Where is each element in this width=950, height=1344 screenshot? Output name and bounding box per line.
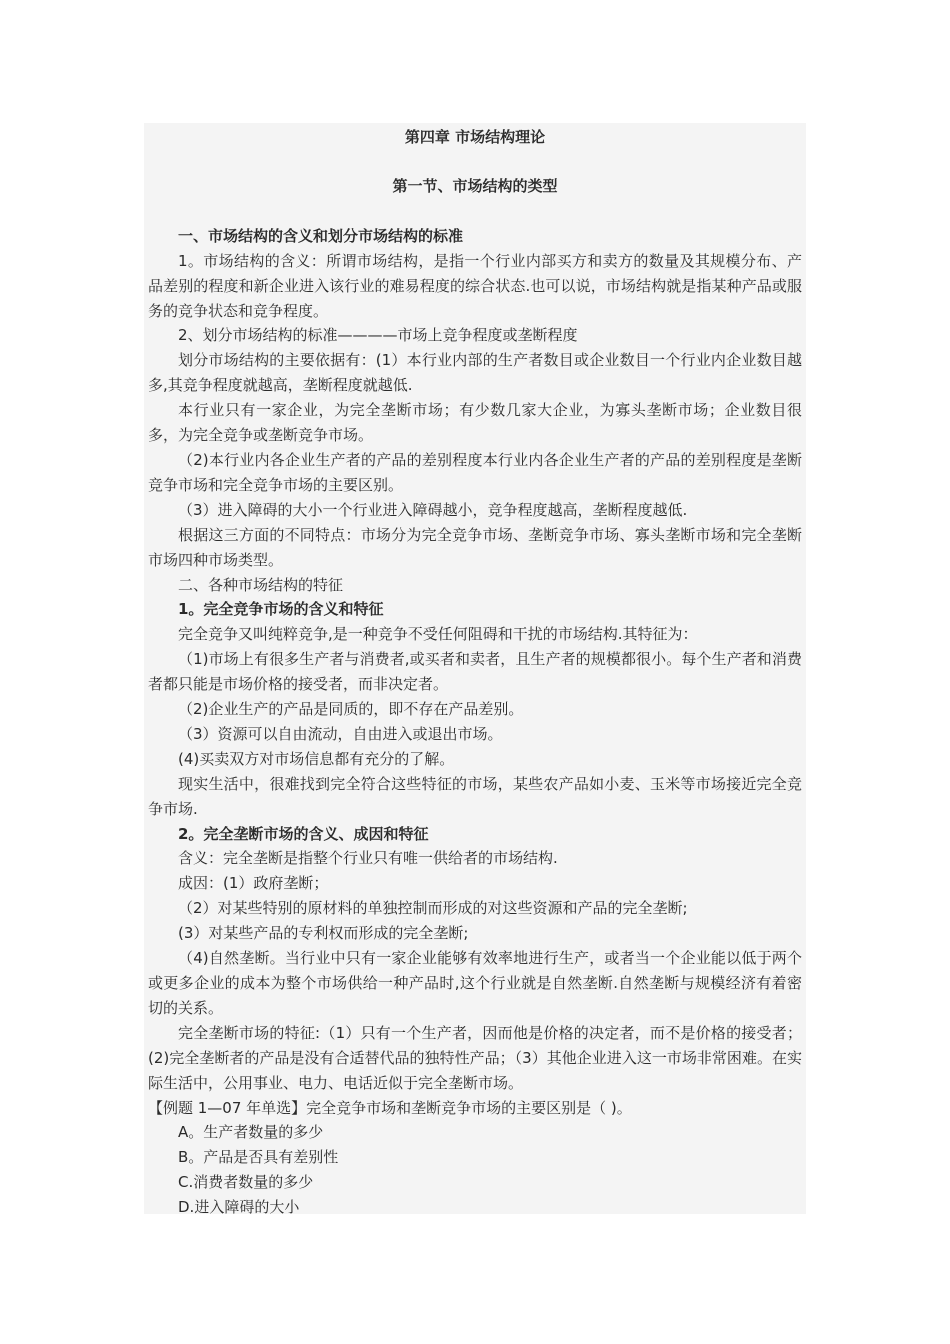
- paragraph: 2、划分市场结构的标准————市场上竞争程度或垄断程度: [178, 326, 578, 345]
- paragraph: 成因：(1）政府垄断；: [178, 874, 329, 893]
- paragraph: （3）资源可以自由流动，自由进入或退出市场。: [178, 724, 503, 743]
- paragraph: 完全垄断市场的特征:（1）只有一个生产者，因而他是价格的决定者，而不是价格的接受者；(2)完全垄断者的产品是没有合适替代品的独特性产品；（3）其他企业进入这一市场非常困难。在实际生活中，公用事业、电力、电话近似于完全垄断市场。: [148, 1023, 802, 1092]
- paragraph: 1。市场结构的含义：所谓市场结构，是指一个行业内部买方和卖方的数量及其规模分布、产品差别的程度和新企业进入该行业的难易程度的综合状态.也可以说，市场结构就是指某种产品或服务的竞争状态和竞争程度。: [148, 251, 802, 320]
- paragraph: （3）进入障碍的大小一个行业进入障碍越小，竞争程度越高，垄断程度越低.: [178, 500, 688, 519]
- paragraph: (4)买卖双方对市场信息都有充分的了解。: [178, 749, 455, 768]
- option-a: A。生产者数量的多少: [178, 1123, 324, 1142]
- option-b: B。产品是否具有差别性: [178, 1148, 339, 1167]
- paragraph: 含义：完全垄断是指整个行业只有唯一供给者的市场结构.: [178, 849, 558, 868]
- paragraph: 现实生活中，很难找到完全符合这些特征的市场，某些农产品如小麦、玉米等市场接近完全竞争市场.: [148, 774, 802, 818]
- option-c: C.消费者数量的多少: [178, 1173, 314, 1192]
- section-title: 第一节、市场结构的类型: [392, 176, 558, 195]
- chapter-title: 第四章 市场结构理论: [404, 128, 546, 146]
- option-d: D.进入障碍的大小: [178, 1198, 300, 1214]
- paragraph: （2)本行业内各企业生产者的产品的差别程度本行业内各企业生产者的产品的差别程度是垄断竞争市场和完全竞争市场的主要区别。: [148, 450, 802, 494]
- paragraph: （4)自然垄断。当行业中只有一家企业能够有效率地进行生产，或者当一个企业能以低于两个或更多企业的成本为整个市场供给一种产品时,这个行业就是自然垄断.自然垄断与规模经济有着密切的关系。: [148, 949, 802, 1017]
- paragraph: 本行业只有一家企业，为完全垄断市场；有少数几家大企业，为寡头垄断市场；企业数目很多，为完全竞争或垄断竞争市场。: [148, 401, 802, 445]
- paragraph: 划分市场结构的主要依据有：(1）本行业内部的生产者数目或企业数目一个行业内企业数目越多,其竞争程度就越高，垄断程度就越低.: [148, 351, 802, 395]
- example-question: 【例题 1—07 年单选】完全竞争市场和垄断竞争市场的主要区别是（ )。: [148, 1098, 632, 1117]
- heading-perfect-competition: 1。完全竞争市场的含义和特征: [178, 600, 384, 619]
- paragraph: （2）对某些特别的原材料的单独控制而形成的对这些资源和产品的完全垄断;: [178, 899, 688, 918]
- paragraph: 完全竞争又叫纯粹竞争,是一种竞争不受任何阻碍和干扰的市场结构.其特征为：: [178, 625, 698, 644]
- heading-market-structure-features: 二、各种市场结构的特征: [178, 575, 344, 594]
- paragraph: （1)市场上有很多生产者与消费者,或买者和卖者，且生产者的规模都很小。每个生产者和消费者都只能是市场价格的接受者，而非决定者。: [148, 650, 802, 694]
- heading-market-structure-definition: 一、市场结构的含义和划分市场结构的标准: [178, 226, 464, 245]
- heading-monopoly: 2。完全垄断市场的含义、成因和特征: [178, 824, 429, 843]
- paragraph: （2)企业生产的产品是同质的，即不存在产品差别。: [178, 700, 524, 719]
- paragraph: 根据这三方面的不同特点：市场分为完全竞争市场、垄断竞争市场、寡头垄断市场和完全垄断市场四种市场类型。: [148, 525, 802, 569]
- document-body: [144, 123, 806, 1214]
- paragraph: (3）对某些产品的专利权而形成的完全垄断;: [178, 924, 469, 943]
